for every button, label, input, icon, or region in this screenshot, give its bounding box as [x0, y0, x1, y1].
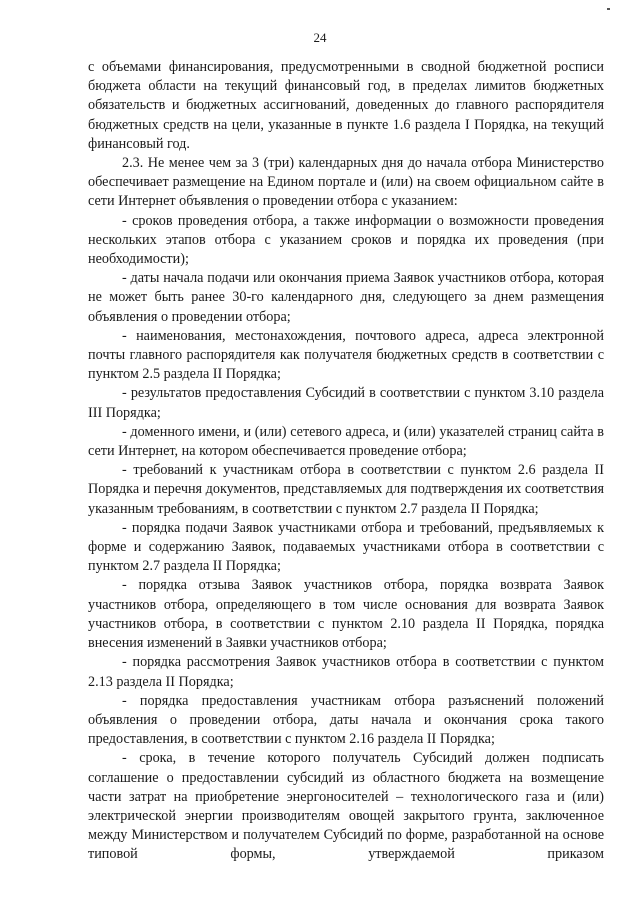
list-item-review-procedure: - порядка рассмотрения Заявок участников отбора в соответствии с пунктом 2.13 раздела II Порядка; — [88, 654, 604, 690]
list-item-application-dates: - даты начала подачи или окончания приема Заявок участников отбора, которая не может быть ранее 30-го календарного дня, следующего за днем размещения объявления о проведении отбора; — [88, 270, 604, 325]
document-body — [88, 58, 604, 865]
list-item-domain-name: - доменного имени, и (или) сетевого адреса, и (или) указателей страниц сайта в сети Интернет, на котором обеспечивается проведение отбора; — [88, 423, 604, 460]
page-number: 24 — [313, 30, 327, 45]
list-item-selection-terms: - сроков проведения отбора, а также информации о возможности проведения нескольких этапов отбора с указанием сроков и порядка их проведения (при необходимости); — [88, 212, 604, 268]
list-item-agreement-deadline: - срока, в течение которого получатель Субсидий должен подписать соглашение о предоставлении субсидий из областного бюджета на возмещение части затрат на приобретение энергоносителей – технологического газа и (или) электрической энергии производителям овощей закрытого грунта, заключенное между Министерством и получателем Субсидий по форме, разработанной на основе типовой формы, утверждаемой приказом — [88, 750, 604, 863]
list-item-distributor-details: - наименования, местонахождения, почтового адреса, адреса электронной почты главного распорядителя как получателя бюджетных средств в соответствии с пунктом 2.5 раздела II Порядка; — [88, 327, 604, 383]
scan-speck — [607, 8, 610, 10]
paragraph-continuation: с объемами финансирования, предусмотренными в сводной бюджетной росписи бюджета области на текущий финансовый год, в пределах лимитов бюджетных обязательств и бюджетных ассигнований, доведенных до главного распорядителя бюджетных средств на цели, указанные в пункте 1.6 раздела I Порядка, на текущий финансовый год. — [88, 59, 604, 152]
list-item-participant-requirements: - требований к участникам отбора в соответствии с пунктом 2.6 раздела II Порядка и перечня документов, представляемых для подтверждения их соответствия указанным требованиям, в соответствии с пунктом 2.7 раздела II Порядка; — [88, 462, 604, 517]
list-item-clarification-procedure: - порядка предоставления участникам отбора разъяснений положений объявления о проведении отбора, даты начала и окончания срока такого предоставления, в соответствии с пунктом 2.16 раздела II Порядка; — [88, 692, 604, 748]
paragraph-section-2-3: 2.3. Не менее чем за 3 (три) календарных дня до начала отбора Министерство обеспечивает размещение на Едином портале и (или) на своем официальном сайте в сети Интернет объявления о проведении отбора с указанием: — [88, 155, 604, 210]
list-item-submission-procedure: - порядка подачи Заявок участниками отбора и требований, предъявляемых к форме и содержанию Заявок, подаваемых участниками отбора в соответствии с пунктом 2.7 раздела II Порядка; — [88, 519, 604, 575]
list-item-subsidy-results: - результатов предоставления Субсидий в соответствии с пунктом 3.10 раздела III Порядка; — [88, 385, 604, 421]
list-item-withdrawal-procedure: - порядка отзыва Заявок участников отбора, порядка возврата Заявок участников отбора, определяющего в том числе основания для возврата Заявок участников отбора, в соответствии с пунктом 2.10 раздела II Порядка, порядка внесения изменений в Заявки участников отбора; — [88, 577, 604, 652]
